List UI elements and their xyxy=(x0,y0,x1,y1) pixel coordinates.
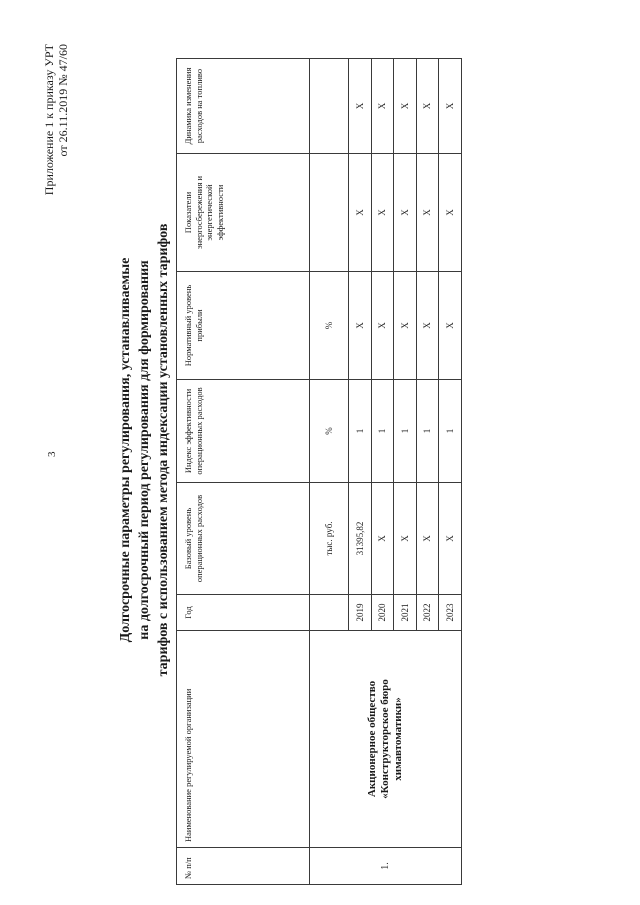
cell-profit-level: X xyxy=(394,272,417,380)
units-row xyxy=(310,59,349,885)
header-num: № п/п xyxy=(177,848,310,885)
appendix-note xyxy=(42,44,70,284)
cell-energy-indicators: X xyxy=(371,154,394,272)
cell-profit-level: X xyxy=(439,272,462,380)
cell-base-costs: X xyxy=(371,483,394,595)
cell-efficiency-index: 1 xyxy=(394,380,417,483)
row-number: 1. xyxy=(310,848,462,885)
cell-fuel-dynamics: X xyxy=(371,59,394,154)
unit-energy-indicators xyxy=(310,154,349,272)
cell-energy-indicators: X xyxy=(416,154,439,272)
unit-year xyxy=(310,595,349,631)
page-number: 3 xyxy=(46,451,58,457)
header-profit-level: Нормативный уровень прибыли xyxy=(177,272,310,380)
header-row xyxy=(177,59,310,885)
document-title xyxy=(116,90,173,810)
cell-fuel-dynamics: X xyxy=(416,59,439,154)
cell-fuel-dynamics: X xyxy=(439,59,462,154)
cell-base-costs: X xyxy=(416,483,439,595)
parameters-table xyxy=(176,58,462,885)
header-energy-indicators: Показатели энергосбережения и энергетической эффективности xyxy=(177,154,310,272)
cell-fuel-dynamics: X xyxy=(394,59,417,154)
cell-efficiency-index: 1 xyxy=(416,380,439,483)
cell-profit-level: X xyxy=(349,272,372,380)
cell-efficiency-index: 1 xyxy=(439,380,462,483)
header-efficiency-index: Индекс эффективности операционных расходов xyxy=(177,380,310,483)
unit-efficiency-index: % xyxy=(310,380,349,483)
cell-profit-level: X xyxy=(416,272,439,380)
cell-energy-indicators: X xyxy=(439,154,462,272)
header-fuel-dynamics: Динамика изменения расходов на топливо xyxy=(177,59,310,154)
cell-base-costs: X xyxy=(439,483,462,595)
title-line-1: Долгосрочные параметры регулирования, устанавливаемые xyxy=(118,257,133,643)
title-line-2: на долгосрочный период регулирования для формирования xyxy=(137,260,152,640)
header-year: Год xyxy=(177,595,310,631)
header-org-name: Наименование регулируемой организации xyxy=(177,631,310,848)
cell-energy-indicators: X xyxy=(349,154,372,272)
cell-efficiency-index: 1 xyxy=(349,380,372,483)
cell-fuel-dynamics: X xyxy=(349,59,372,154)
cell-profit-level: X xyxy=(371,272,394,380)
cell-base-costs: 31395,82 xyxy=(349,483,372,595)
organization-name: Акционерное общество «Конструкторское бюро химавтоматики» xyxy=(310,631,462,848)
appendix-line-2: от 26.11.2019 № 47/60 xyxy=(56,44,70,157)
cell-year: 2019 xyxy=(349,595,372,631)
cell-year: 2022 xyxy=(416,595,439,631)
cell-year: 2021 xyxy=(394,595,417,631)
unit-base-costs: тыс. руб. xyxy=(310,483,349,595)
cell-year: 2020 xyxy=(371,595,394,631)
cell-efficiency-index: 1 xyxy=(371,380,394,483)
cell-year: 2023 xyxy=(439,595,462,631)
header-base-costs: Базовый уровень операционных расходов xyxy=(177,483,310,595)
cell-energy-indicators: X xyxy=(394,154,417,272)
unit-profit-level: % xyxy=(310,272,349,380)
appendix-line-1: Приложение 1 к приказу УРТ xyxy=(42,44,56,196)
title-line-3: тарифов с использованием метода индексации установленных тарифов xyxy=(156,223,171,677)
cell-base-costs: X xyxy=(394,483,417,595)
unit-fuel-dynamics xyxy=(310,59,349,154)
